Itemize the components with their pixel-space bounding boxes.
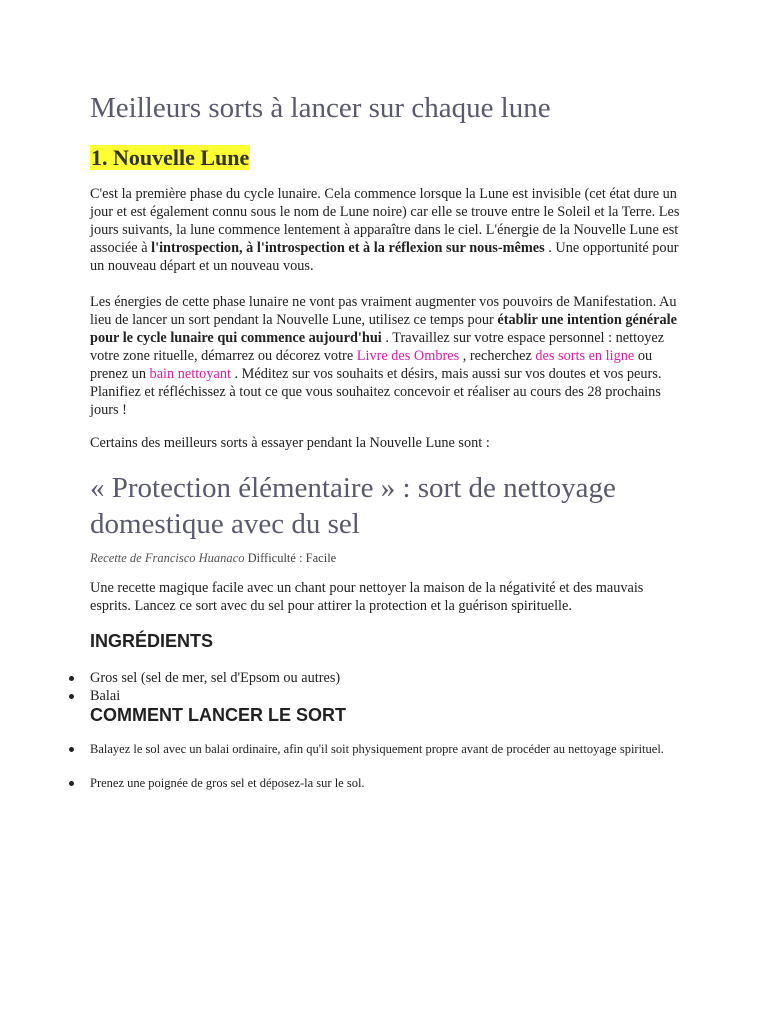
bold-text: l'introspection, à l'introspection et à la réflexion sur nous-mêmes xyxy=(151,240,545,256)
list-item: Gros sel (sel de mer, sel d'Epsom ou autres) xyxy=(90,669,690,687)
spell-description: Une recette magique facile avec un chant pour nettoyer la maison de la négativité et des mauvais esprits. Lancez ce sort avec du sel pour attirer la protection et la guérison spirituelle. xyxy=(90,580,644,614)
text-run: . Méditez sur vos souhaits et désirs, mais aussi sur vos doutes et vos peurs. Planifiez et réfléchissez à tout ce que vous souhaitez concevoir et réaliser au cours des 28 prochains jours ! xyxy=(90,366,662,418)
recipe-meta xyxy=(90,551,336,566)
page-title: Meilleurs sorts à lancer sur chaque lune xyxy=(90,92,551,124)
link-bain-nettoyant[interactable]: bain nettoyant xyxy=(149,366,231,382)
paragraph-energies xyxy=(90,293,680,419)
list-item: Prenez une poignée de gros sel et déposez-la sur le sol. xyxy=(90,775,690,792)
spell-title: « Protection élémentaire » : sort de nettoyage domestique avec du sel xyxy=(90,472,616,540)
text-run: C'est la première phase du cycle lunaire. Cela commence lorsque la Lune est invisible (cet état dure un jour et est également connu sous le nom de Lune noire) car elle se trouve entre le Soleil et la Terre. Les jours suivants, la lune commence lentement à apparaître dans le ciel. L'énergie de la Nouvelle Lune est associée à xyxy=(90,186,680,256)
text-run: ou prenez un xyxy=(90,348,653,382)
recipe-author: Recette de Francisco Huanaco xyxy=(90,551,245,565)
link-sorts-en-ligne[interactable]: des sorts en ligne xyxy=(535,348,635,364)
text-run: , recherchez xyxy=(459,348,536,364)
how-to-heading: COMMENT LANCER LE SORT xyxy=(90,705,346,725)
link-livre-des-ombres[interactable]: Livre des Ombres xyxy=(356,348,460,364)
steps-list xyxy=(90,741,690,809)
text-run: Les énergies de cette phase lunaire ne vont pas vraiment augmenter vos pouvoirs de Manifestation. Au lieu de lancer un sort pendant la Nouvelle Lune, utilisez ce temps pour xyxy=(90,294,677,328)
ingredients-list xyxy=(90,669,690,705)
list-item: Balai xyxy=(90,687,690,705)
recipe-difficulty: Difficulté : Facile xyxy=(244,551,337,565)
paragraph-intro xyxy=(90,185,680,275)
bold-text: établir une intention générale pour le cycle lunaire qui commence aujourd'hui xyxy=(90,312,677,346)
text-run: . Travaillez sur votre espace personnel : nettoyez votre zone rituelle, démarrez ou décorez votre xyxy=(90,330,665,364)
paragraph-best-spells: Certains des meilleurs sorts à essayer pendant la Nouvelle Lune sont : xyxy=(90,435,490,451)
text-run: . Une opportunité pour un nouveau départ et un nouveau vous. xyxy=(90,240,679,274)
section-heading-new-moon xyxy=(90,143,250,173)
list-item: Balayez le sol avec un balai ordinaire, afin qu'il soit physiquement propre avant de procéder au nettoyage spirituel. xyxy=(90,741,690,758)
highlighted-heading-text: 1. Nouvelle Lune xyxy=(91,145,250,170)
ingredients-heading: INGRÉDIENTS xyxy=(90,631,214,651)
